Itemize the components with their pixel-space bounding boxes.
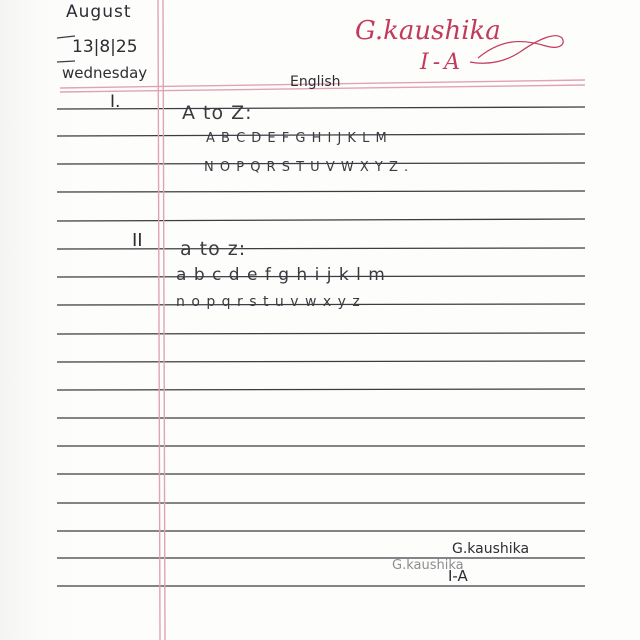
- rule-line: [57, 191, 585, 192]
- margin-line: [158, 0, 160, 640]
- section-numeral: I.: [110, 92, 121, 112]
- footer-faint-signature: G.kaushika: [392, 558, 464, 573]
- class-section: I-A: [420, 50, 465, 75]
- footer-signature: G.kaushika: [452, 541, 530, 557]
- rule-line-stub: [57, 61, 75, 62]
- rule-line: [57, 107, 585, 109]
- rule-line: [57, 389, 585, 390]
- margin-line: [163, 0, 165, 640]
- section-numeral: II: [132, 230, 143, 251]
- uppercase-letters-line: N O P Q R S T U V W X Y Z .: [204, 160, 410, 175]
- month-note: August: [66, 2, 132, 22]
- uppercase-letters-line: A B C D E F G H I J K L M: [206, 131, 388, 146]
- rule-line: [57, 333, 585, 334]
- rule-line: [57, 219, 585, 221]
- subject-title: English: [290, 74, 341, 90]
- student-name: G.kaushika: [355, 16, 501, 46]
- lowercase-letters-line: n o p q r s t u v w x y z: [176, 294, 361, 310]
- footer-class-section: I-A: [448, 567, 468, 585]
- section-heading: a to z:: [180, 238, 247, 260]
- rule-line: [57, 361, 585, 362]
- lowercase-letters-line: a b c d e f g h i j k l m: [176, 265, 386, 285]
- date-note: 13|8|25: [72, 37, 138, 57]
- weekday-note: wednesday: [62, 64, 148, 82]
- section-heading: A to Z:: [182, 102, 253, 124]
